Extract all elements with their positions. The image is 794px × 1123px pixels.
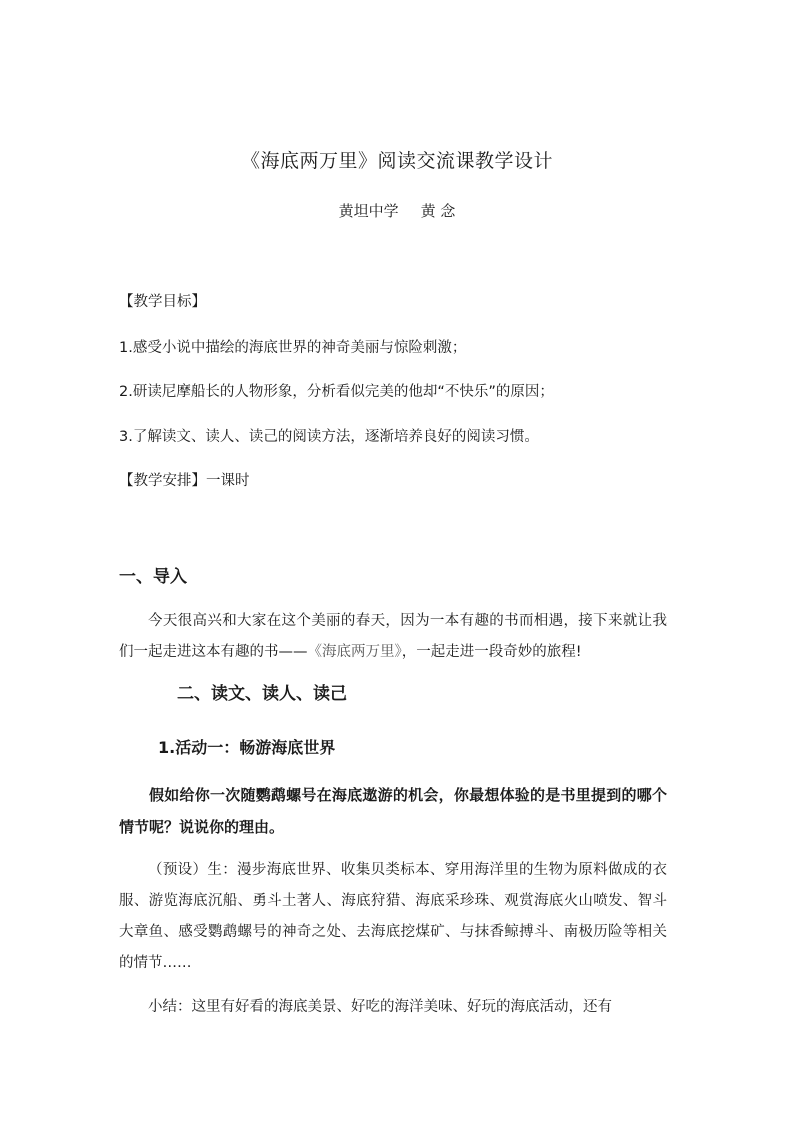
activity1-heading: 1.活动一：畅游海底世界	[158, 738, 336, 757]
author-school: 黄坦中学	[338, 202, 399, 220]
intro-text-2: ，一起走进一段奇妙的旅程!	[401, 644, 582, 660]
section2-heading: 二、读文、读人、读己	[177, 684, 347, 704]
preset-answer-paragraph: （预设）生：漫步海底世界、收集贝类标本、穿用海洋里的生物为原料做成的衣服、游览海底沉船、勇斗土著人、海底狩猎、海底采珍珠、观赏海底火山喷发、智斗大章鱼、感受鹦鹉螺号的神奇之处、去海底挖煤矿、与抹香鲸搏斗、南极历险等相关的情节……	[119, 862, 667, 971]
goals-heading: 【教学目标】	[119, 294, 206, 310]
arrangement-line: 【教学安排】一课时	[119, 473, 250, 489]
activity-question: 假如给你一次随鹦鹉螺号在海底遨游的机会，你最想体验的是书里提到的哪个情节呢？说说你的理由。	[119, 786, 667, 836]
summary-paragraph: 小结：这里有好看的海底美景、好吃的海洋美味、好玩的海底活动，还有	[148, 999, 612, 1015]
book-title-citation: 《海底两万里》	[307, 644, 402, 660]
author-line	[0, 200, 794, 221]
goal-item-3: 3.了解读文、读人、读己的阅读方法，逐渐培养良好的阅读习惯。	[119, 429, 539, 445]
intro-text-1: 今天很高兴和大家在这个美丽的春天，因为一本有趣的书而相遇，接下来就让我们一起走进这本有趣的书——	[119, 613, 667, 660]
section1-heading: 一、导入	[119, 567, 187, 587]
document-title: 《海底两万里》阅读交流课教学设计	[240, 150, 553, 172]
author-name: 黄 念	[420, 202, 456, 220]
intro-paragraph	[119, 606, 667, 668]
goal-item-2: 2.研读尼摩船长的人物形象，分析看似完美的他却“不快乐”的原因；	[119, 384, 554, 400]
goal-item-1: 1.感受小说中描绘的海底世界的神奇美丽与惊险刺激；	[119, 340, 467, 356]
